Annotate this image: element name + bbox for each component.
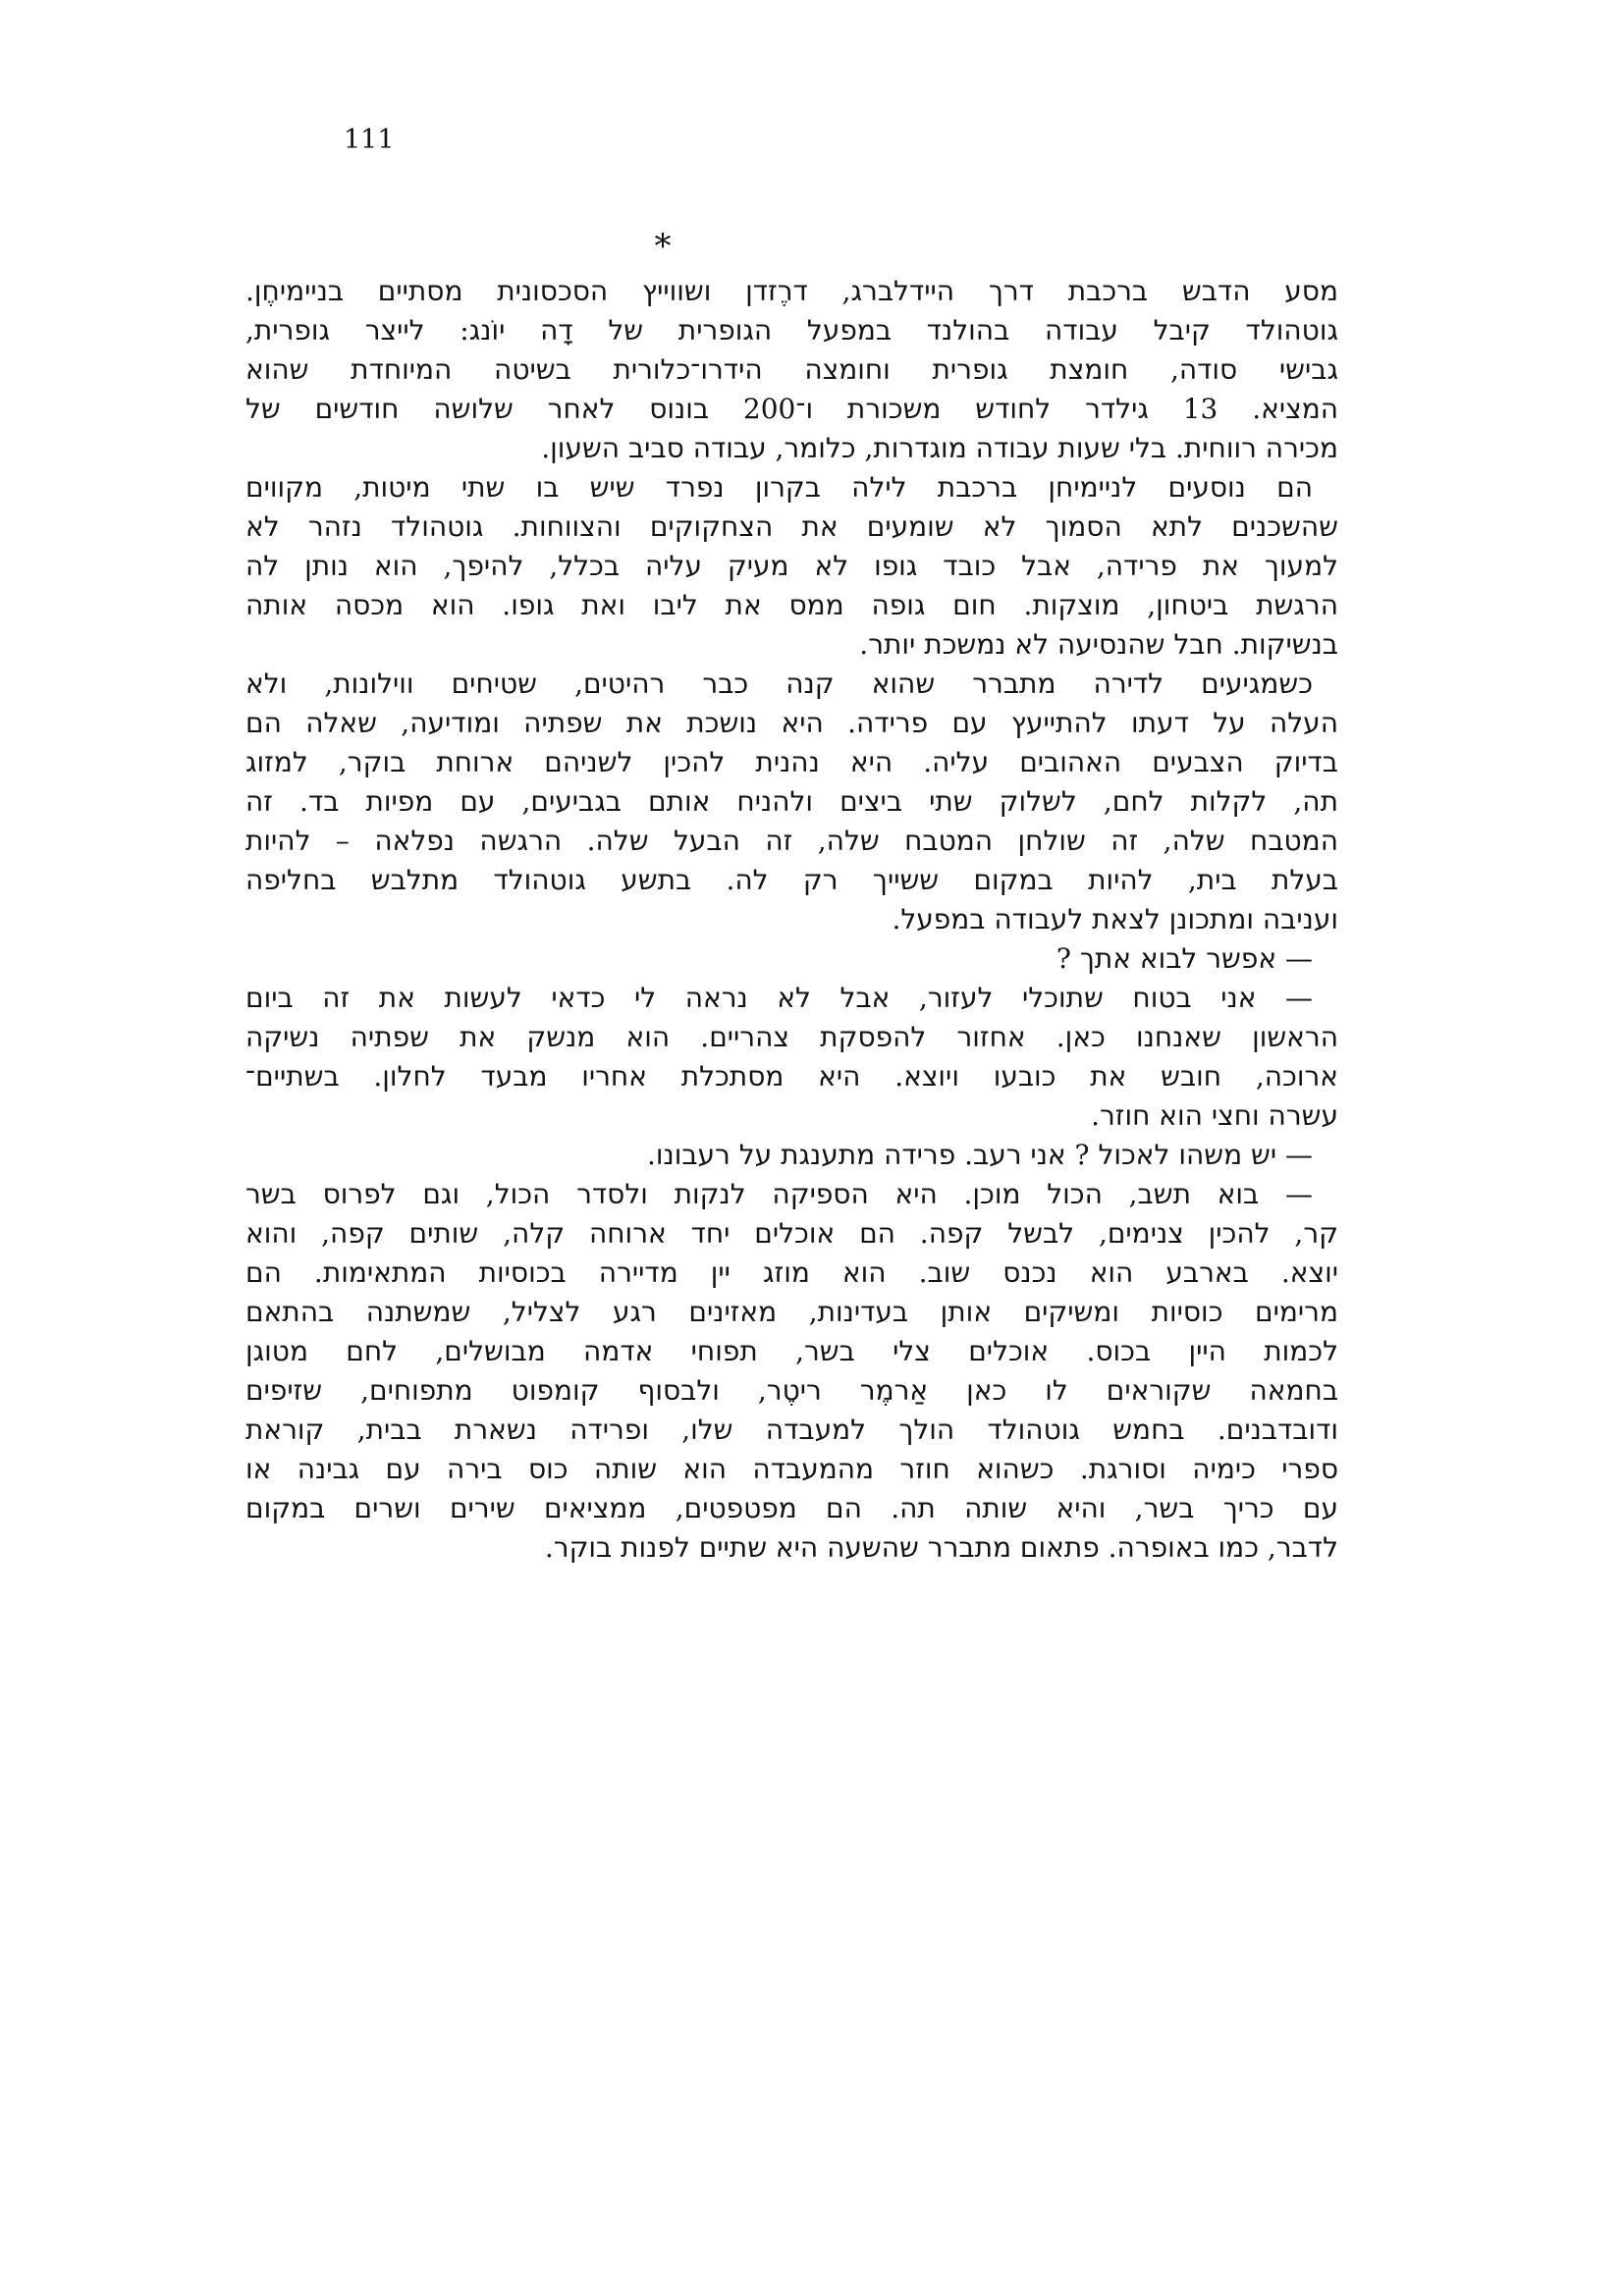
dialogue-line: — בוא תשב, הכול מוכן. היא הספיקה לנקות ולסדר הכול, וגם לפרוס בשר [245,1178,1313,1210]
page-number: 111 [344,125,395,155]
text-line: הראשון שאנחנו כאן. אחזור להפסקת צהריים. הוא מנשק את שפתיה נשיקה [245,1021,1338,1053]
dialogue-line: — יש משהו לאכול ? אני רעב. פרידה מתענגת על רעבונו. [646,1139,1313,1171]
dialogue-line: — אני בטוח שתוכלי לעזור, אבל לא נראה לי כדאי לעשות את זה ביום [245,982,1313,1014]
text-line: גוטהולד קיבל עבודה בהולנד במפעל הגופרית של דָה יוֹנג: לייצר גופרית, [245,314,1338,347]
text-line: כשמגיעים לדירה מתברר שהוא קנה כבר רהיטים, שטיחים ווילונות, ולא [245,667,1314,700]
text-line: בעלת בית, להיות במקום ששייך רק לה. בתשע גוטהולד מתלבש בחליפה [245,864,1338,896]
text-line: מרימים כוסיות ומשיקים אותן בעדינות, מאזינים רגע לצליל, שמשתנה בהתאם [245,1296,1338,1328]
text-line: קר, להכין צנימים, לבשל קפה. הם אוכלים יחד ארוחה קלה, שותים קפה, והוא [245,1217,1338,1250]
text-line: בדיוק הצבעים האהובים עליה. היא נהנית להכין לשניהם ארוחת בוקר, למזוג [245,746,1338,778]
text-line: המציא. 13 גילדר לחודש משכורת ו־200 בונוס לאחר שלושה חודשים של [245,393,1338,425]
text-line: ועניבה ומתכונן לצאת לעבודה במפעל. [892,903,1338,935]
text-line: ספרי כימיה וסורגת. כשהוא חוזר מהמעבדה הוא שותה כוס בירה עם גבינה או [245,1453,1338,1485]
text-line: לדבר, כמו באופרה. פתאום מתברר שהשעה היא שתיים לפנות בוקר. [544,1531,1338,1564]
text-line: ודובדבנים. בחמש גוטהולד הולך למעבדה שלו, ופרידה נשארת בבית, קוראת [245,1414,1338,1446]
text-line: בנשיקות. חבל שהנסיעה לא נמשכת יותר. [859,628,1338,661]
text-line: תה, לקלות לחם, לשלוק שתי ביצים ולהניח אותם בגביעים, עם מפיות בד. זה [245,785,1338,818]
dialogue-line: — אפשר לבוא אתך ? [1056,942,1313,975]
body-text [245,272,1338,1568]
text-line: ארוכה, חובש את כובעו ויוצא. היא מסתכלת אחריו מבעד לחלון. בשתיים־ [245,1060,1338,1093]
text-line: עשרה וחצי הוא חוזר. [1091,1099,1338,1132]
text-line: עם כריך בשר, והיא שותה תה. הם מפטפטים, ממציאים שירים ושרים במקום [245,1492,1338,1524]
text-line: העלה על דעתו להתייעץ עם פרידה. היא נושכת את שפתיה ומודיעה, שאלה הם [245,707,1338,739]
text-line: הרגשת ביטחון, מוצקות. חום גופה ממס את ליבו ואת גופו. הוא מכסה אותה [245,589,1338,621]
text-line: מכירה רווחית. בלי שעות עבודה מוגדרות, כלומר, עבודה סביב השעון. [541,432,1338,464]
text-line: גבישי סודה, חומצת גופרית וחומצה הידרו־כלורית בשיטה המיוחדת שהוא [245,353,1338,386]
text-line: למעוך את פרידה, אבל כובד גופו לא מעיק עליה בכלל, להיפך, הוא נותן לה [245,550,1338,582]
text-line: מסע הדבש ברכבת דרך היידלברג, דרֶזדן ושווייץ הסכסונית מסתיים בניימיחֶן. [245,275,1338,307]
text-line: בחמאה שקוראים לו כאן אַרמֶר ריטֶר, ולבסוף קומפוט מתפוחים, שזיפים [245,1374,1338,1407]
text-line: הם נוסעים לניימיחן ברכבת לילה בקרון נפרד שיש בו שתי מיטות, מקווים [245,471,1313,504]
text-line: המטבח שלה, זה שולחן המטבח שלה, זה הבעל שלה. הרגשה נפלאה – להיות [245,825,1338,857]
text-line: לכמות היין בכוס. אוכלים צלי בשר, תפוחי אדמה מבושלים, לחם מטוגן [245,1335,1338,1367]
text-line: שהשכנים לתא הסמוך לא שומעים את הצחקוקים והצווחות. גוטהולד נזהר לא [245,510,1338,543]
section-divider-asterisk: * [654,227,672,266]
text-line: יוצא. בארבע הוא נכנס שוב. הוא מוזג יין מדיירה בכוסיות המתאימות. הם [245,1256,1338,1289]
